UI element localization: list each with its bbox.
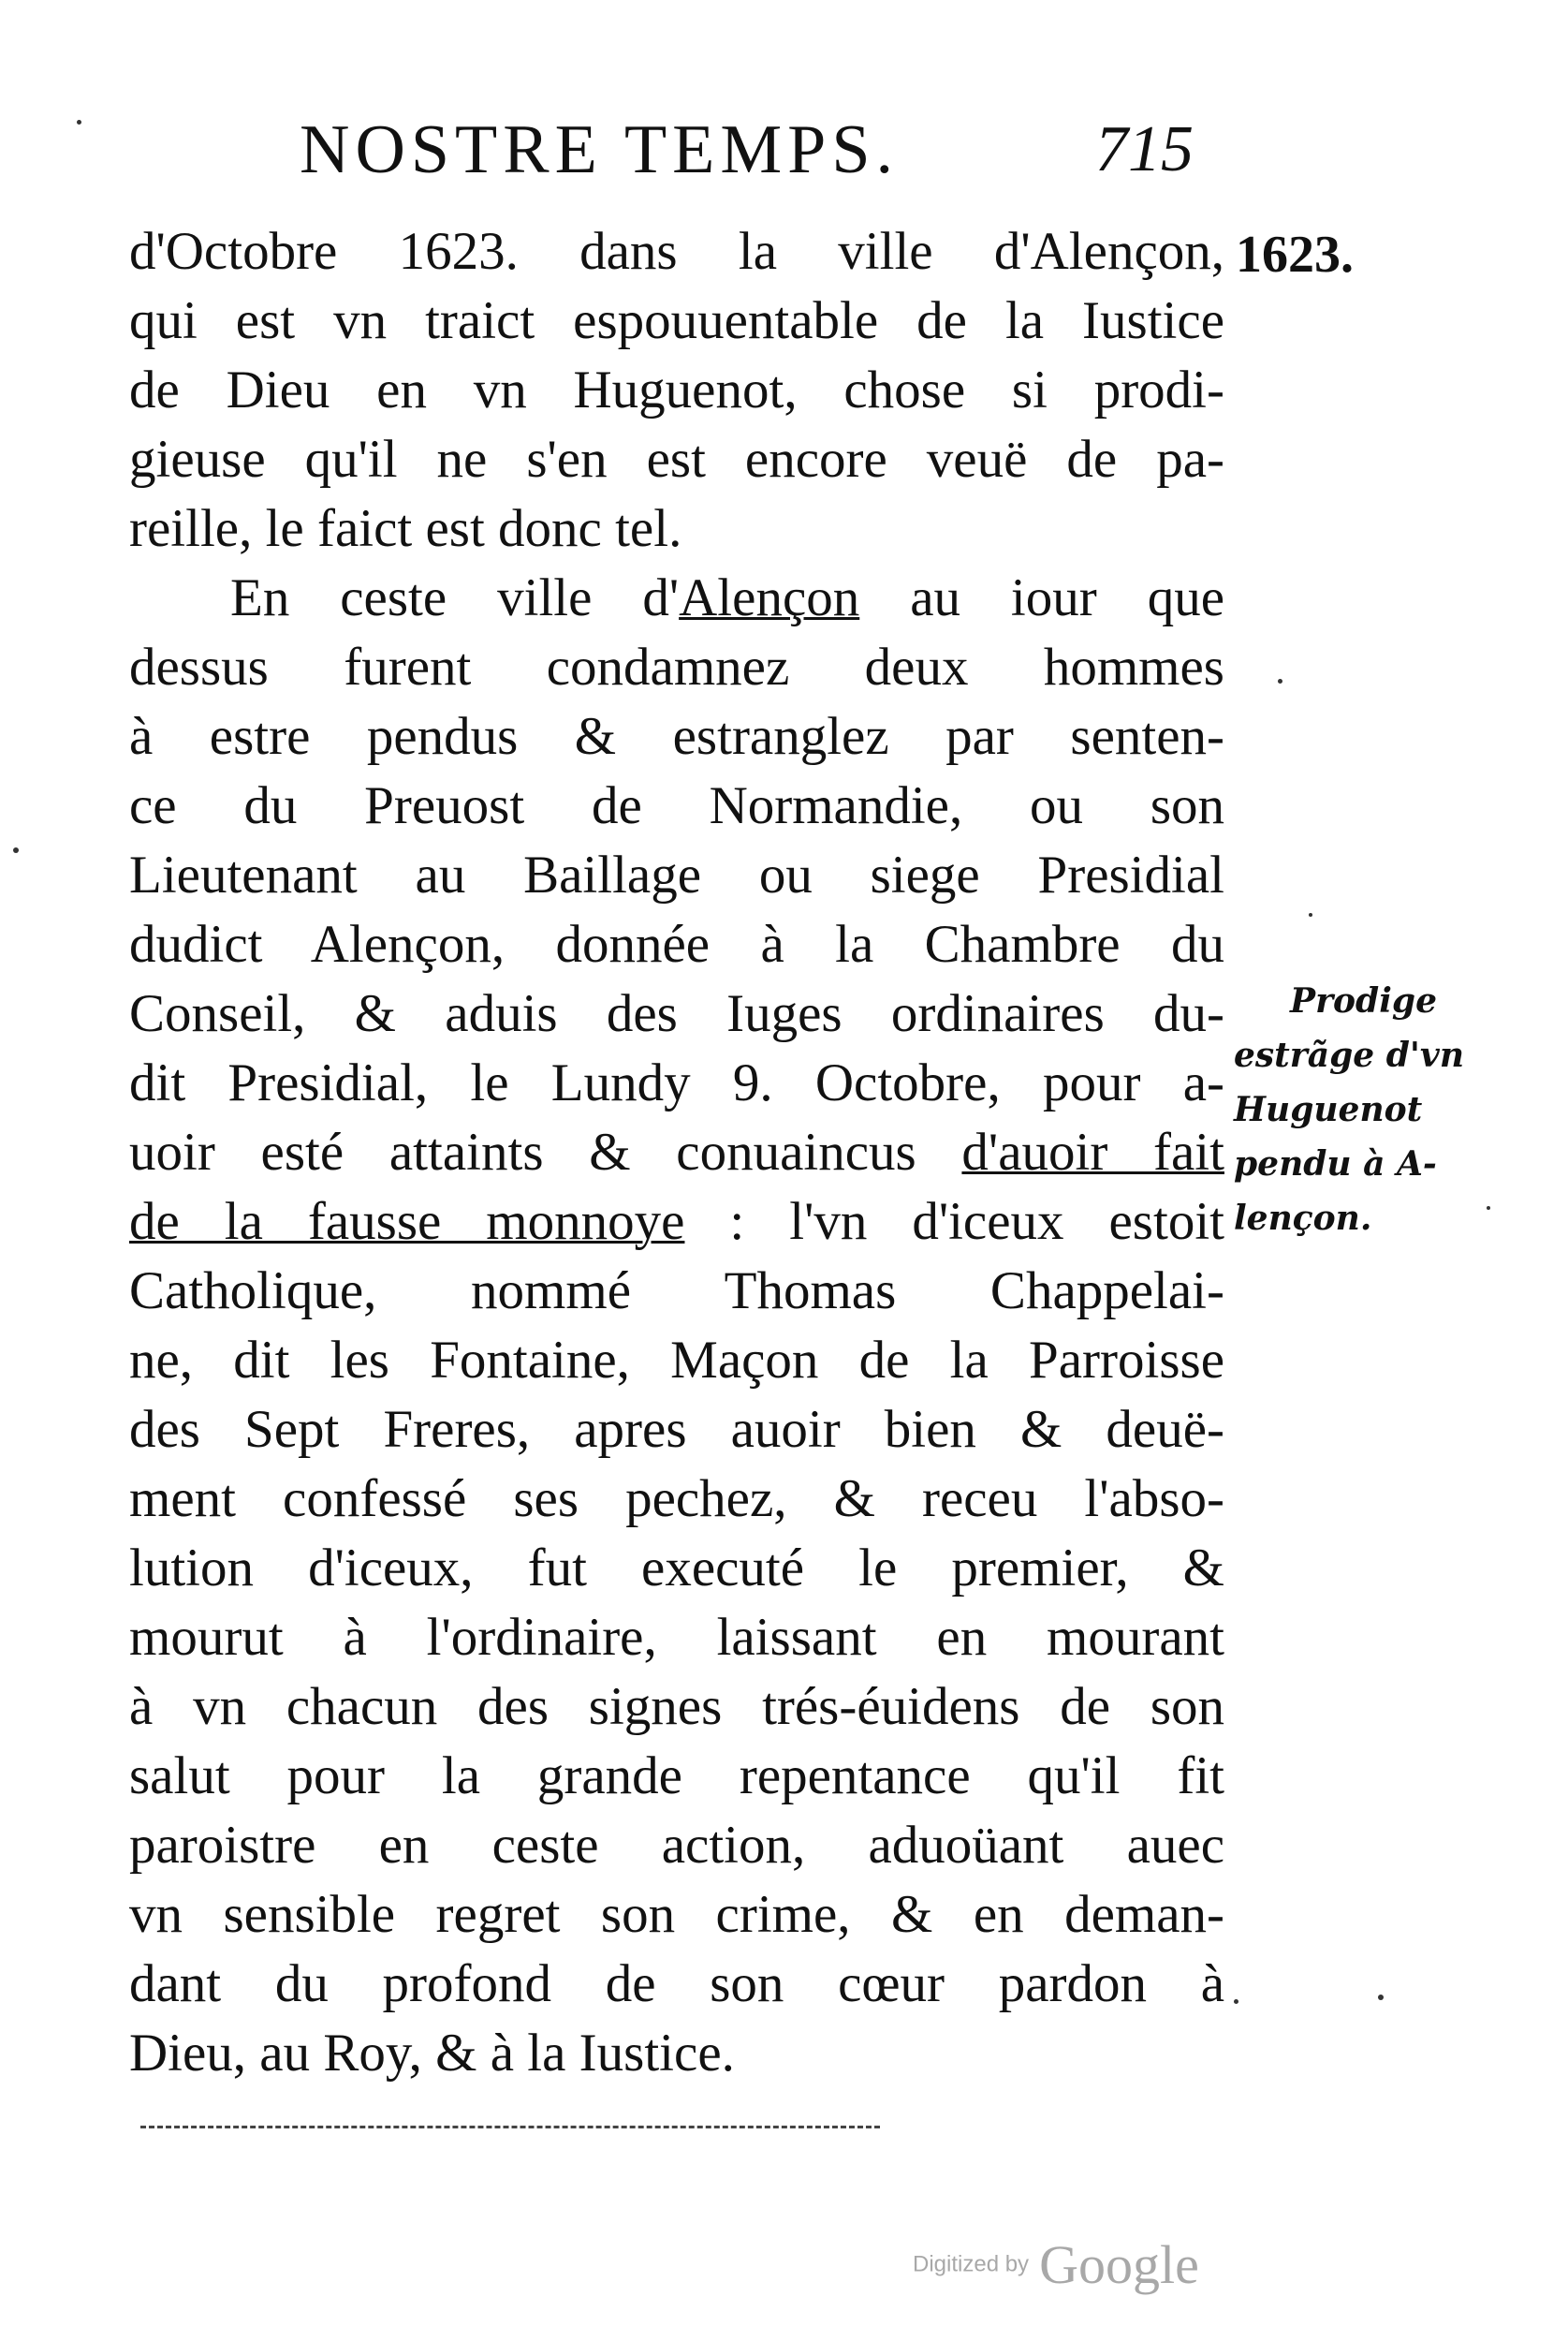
text-line: dit Presidial, le Lundy 9. Octobre, pour a- [129,1053,1224,1112]
watermark-brand: Google [1039,2234,1199,2295]
ink-speck [1378,1995,1384,2000]
text-line: ne, dit les Fontaine, Maçon de la Parroisse [129,1331,1224,1390]
text-line: gieuse qu'il ne s'en est encore veuë de pa- [129,430,1224,489]
digitized-watermark [913,2233,1199,2296]
text-line: qui est vn traict espouuentable de la Iustice [129,291,1224,350]
text-line: Lieutenant au Baillage ou siege Presidial [129,846,1224,905]
text-line: dant du profond de son cœur pardon à [129,1954,1224,2013]
ink-speck [1487,1206,1490,1210]
ink-speck [77,120,81,125]
text-fragment: En ceste ville d' [230,568,680,627]
text-fragment: au iour que [859,568,1224,627]
marginal-note-line: estrãge d'vn [1234,1036,1464,1075]
text-line: paroistre en ceste action, aduoüant auec [129,1816,1224,1875]
page-number: 715 [1095,113,1194,185]
text-line: à estre pendus & estranglez par senten- [129,707,1224,766]
text-line: Conseil, & aduis des Iuges ordinaires du- [129,984,1224,1043]
text-line: Dieu, au Roy, & à la Iustice. [129,2024,735,2083]
text-line: reille, le faict est donc tel. [129,499,682,558]
text-line-underlined [129,1118,1224,1187]
text-line: dessus furent condamnez deux hommes [129,638,1224,697]
text-line: mourut à l'ordinaire, laissant en mourant [129,1608,1224,1667]
body-text [129,217,1224,2088]
ink-speck [13,847,19,853]
text-fragment: : l'vn d'iceux estoit [684,1192,1225,1251]
watermark-prefix: Digitized by [913,2251,1030,2277]
marginal-note-line: Prodige [1290,981,1437,1021]
text-line: ce du Preuost de Normandie, ou son [129,776,1224,835]
ink-speck [1278,679,1282,684]
text-line: dudict Alençon, donnée à la Chambre du [129,915,1224,974]
text-line: Catholique, nommé Thomas Chappelai- [129,1261,1224,1320]
print-rule [140,2126,880,2128]
running-title: NOSTRE TEMPS. [300,111,899,188]
marginal-note-line: Huguenot [1234,1090,1423,1129]
marginal-note-line: lençon. [1234,1199,1372,1238]
text-line: vn sensible regret son crime, & en deman- [129,1885,1224,1944]
text-line: salut pour la grande repentance qu'il fit [129,1746,1224,1805]
text-line: à vn chacun des signes trés-éuidens de son [129,1677,1224,1736]
underlined-phrase-auoir-fait: d'auoir fait [961,1123,1224,1182]
text-line-paragraph-start [129,564,1224,633]
ink-speck [1309,913,1312,917]
text-line-underlined [129,1187,1224,1257]
margin-year: 1623. [1236,226,1354,284]
text-line: ment confessé ses pechez, & receu l'abso- [129,1469,1224,1528]
text-fragment: uoir esté attaints & conuaincus [129,1123,962,1182]
marginal-note [1234,974,1505,1245]
text-line: des Sept Freres, apres auoir bien & deuë- [129,1400,1224,1459]
underlined-phrase-fausse-monnoye: de la fausse monnoye [129,1192,685,1251]
marginal-note-line: pendu à A- [1234,1144,1437,1184]
text-line: lution d'iceux, fut executé le premier, & [129,1539,1224,1597]
text-line: d'Octobre 1623. dans la ville d'Alençon, [129,222,1224,281]
ink-speck [1234,1999,1238,2004]
text-line: de Dieu en vn Huguenot, chose si prodi- [129,361,1224,420]
underlined-word-alencon: Alençon [679,568,860,627]
